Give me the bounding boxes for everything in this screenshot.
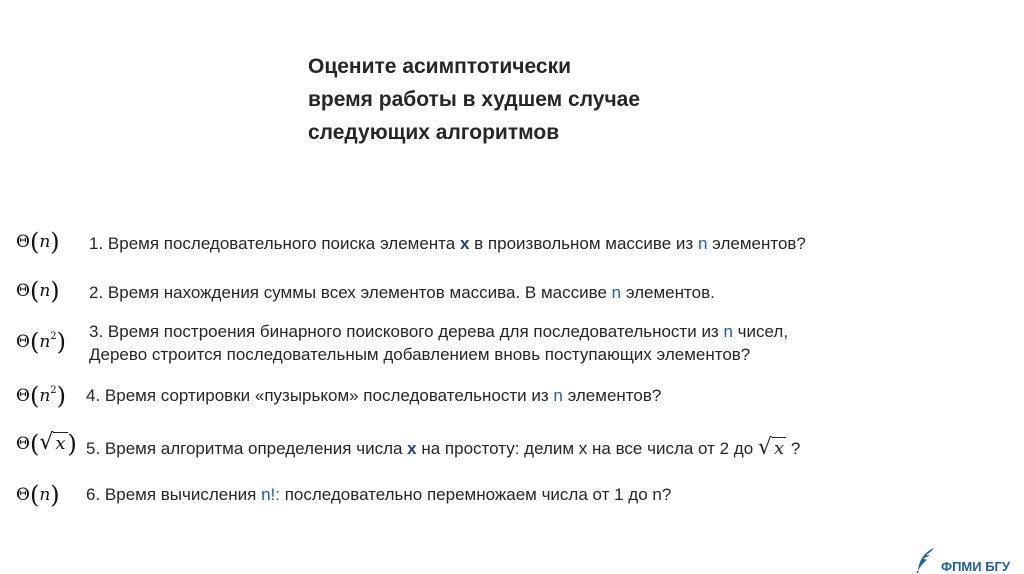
question-5: 5. Время алгоритма определения числа x на простоту: делим x на все числа от 2 до √ x ?: [86, 435, 801, 460]
question-4: 4. Время сортировки «пузырьком» последовательности из n элементов?: [86, 386, 662, 405]
answer-formula-2: Θ(n): [16, 277, 60, 305]
answer-formula-3: $\Theta(n^2)$: [16, 328, 67, 356]
answer-formula-5: Θ(√ x): [16, 430, 77, 458]
title-line-1: Оцените асимптотически: [308, 55, 572, 78]
question-6: 6. Время вычисления n!: последовательно перемножаем числа от 1 до n?: [86, 485, 672, 504]
question-2: 2. Время нахождения суммы всех элементов массива. В массиве n элементов.: [89, 283, 715, 302]
answer-formula-6: Θ(n): [16, 481, 60, 509]
answer-formula-4: $\Theta(n^2)$: [16, 382, 67, 410]
answer-formula-1: Θ(n): [16, 228, 60, 256]
logo-text: ФПМИ БГУ: [940, 559, 1010, 574]
question-3: 3. Время построения бинарного поискового дерева для последовательности из n чисел, Дерево строится последовательным добавлением вновь поступающих элементов?: [89, 322, 789, 364]
title-line-2: время работы в худшем случае: [308, 88, 641, 111]
slide-title: [308, 50, 640, 149]
feather-icon: [915, 547, 937, 573]
title-line-3: следующих алгоритмов: [308, 121, 560, 144]
faculty-logo: [915, 547, 1010, 574]
question-1: 1. Время последовательного поиска элемента x в произвольном массиве из n элементов?: [89, 234, 806, 253]
sqrt-x-expression: √ x: [757, 435, 785, 460]
